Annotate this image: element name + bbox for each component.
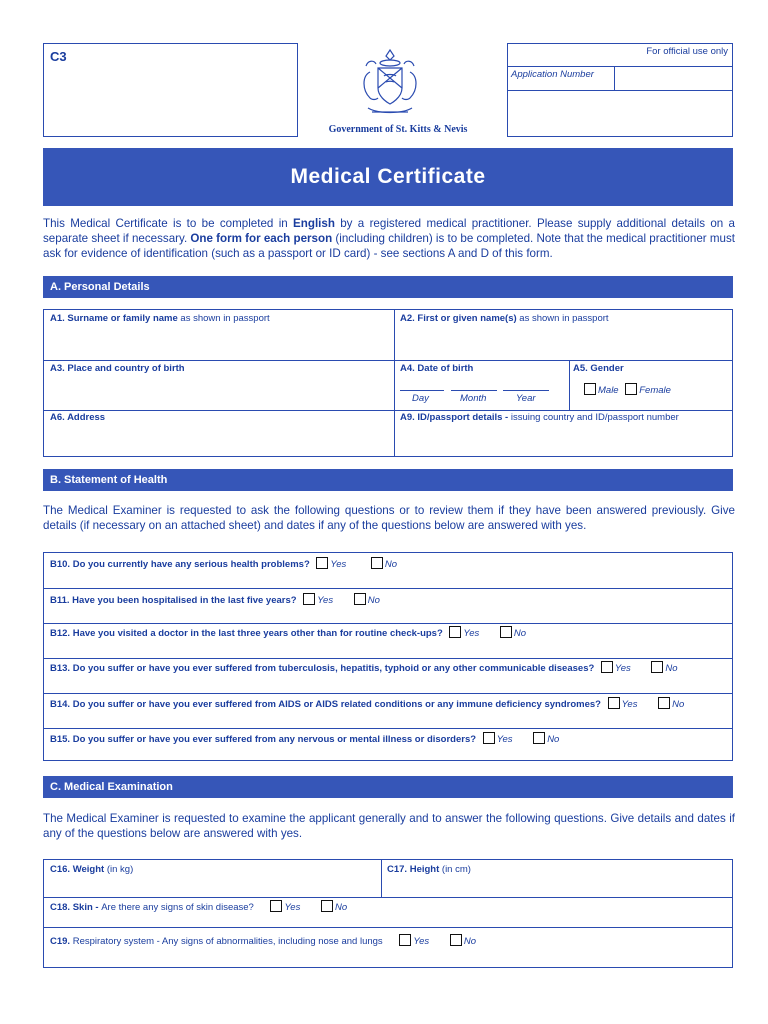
- question-b10: B10. Do you currently have any serious health problems? Yes No: [50, 559, 398, 570]
- b10-yes-checkbox[interactable]: [316, 557, 328, 569]
- dob-month-line[interactable]: [451, 390, 497, 391]
- section-c-heading: C. Medical Examination: [43, 776, 733, 798]
- a4-label: A4. Date of birth: [400, 363, 474, 374]
- a5-label: A5. Gender: [573, 363, 624, 374]
- examination-box: [43, 859, 733, 968]
- a6-label: A6. Address: [50, 412, 106, 423]
- b14-no-checkbox[interactable]: [658, 697, 670, 709]
- b10-no-checkbox[interactable]: [371, 557, 383, 569]
- c19-yes-checkbox[interactable]: [399, 934, 411, 946]
- b11-yes-checkbox[interactable]: [303, 593, 315, 605]
- c17-label: C17. Height (in cm): [387, 864, 471, 875]
- question-b15: B15. Do you suffer or have you ever suffered from any nervous or mental illness or disorders? Yes No: [50, 734, 560, 745]
- dob-year-line[interactable]: [503, 390, 549, 391]
- coat-of-arms-icon: [354, 46, 426, 122]
- b13-yes-checkbox[interactable]: [601, 661, 613, 673]
- a1-label: A1. Surname or family name as shown in passport: [50, 313, 270, 324]
- b13-no-checkbox[interactable]: [651, 661, 663, 673]
- question-b13: B13. Do you suffer or have you ever suffered from tuberculosis, hepatitis, typhoid or any other communicable diseases? Yes No: [50, 663, 678, 674]
- b12-yes-checkbox[interactable]: [449, 626, 461, 638]
- female-checkbox[interactable]: [625, 383, 637, 395]
- year-label: Year: [516, 393, 536, 404]
- form-code-box: [43, 43, 298, 137]
- health-questions-box: [43, 552, 733, 761]
- page-title: Medical Certificate: [290, 165, 486, 188]
- month-label: Month: [460, 393, 487, 404]
- dob-day-line[interactable]: [400, 390, 444, 391]
- c16-label: C16. Weight (in kg): [50, 864, 134, 875]
- gender-options: Male Female: [580, 383, 671, 396]
- b12-no-checkbox[interactable]: [500, 626, 512, 638]
- a9-label: A9. ID/passport details - issuing country and ID/passport number: [400, 412, 679, 423]
- b15-yes-checkbox[interactable]: [483, 732, 495, 744]
- government-name: Government of St. Kitts & Nevis: [328, 124, 468, 135]
- application-number-label: Application Number: [511, 69, 594, 80]
- c19-no-checkbox[interactable]: [450, 934, 462, 946]
- title-bar: [43, 148, 733, 206]
- question-b11: B11. Have you been hospitalised in the last five years? Yes No: [50, 595, 380, 606]
- a3-label: A3. Place and country of birth: [50, 363, 185, 374]
- c18-no-checkbox[interactable]: [321, 900, 333, 912]
- official-use-box: [507, 43, 733, 137]
- section-b-heading: B. Statement of Health: [43, 469, 733, 491]
- application-number-field[interactable]: [615, 67, 733, 89]
- section-a-heading: A. Personal Details: [43, 276, 733, 298]
- b14-yes-checkbox[interactable]: [608, 697, 620, 709]
- a2-label: A2. First or given name(s) as shown in passport: [400, 313, 609, 324]
- day-label: Day: [412, 393, 429, 404]
- b11-no-checkbox[interactable]: [354, 593, 366, 605]
- official-use-label: For official use only: [646, 46, 728, 57]
- c19-label: C19. Respiratory system - Any signs of abnormalities, including nose and lungs Yes No: [50, 936, 476, 947]
- b15-no-checkbox[interactable]: [533, 732, 545, 744]
- intro-paragraph: This Medical Certificate is to be completed in English by a registered medical practitioner. Please supply additional details on a separate sheet if necessary. One form for each person (including children) is to be completed. Note that the medical practitioner must ask for evidence of identification (such as a passport or ID card) - see sections A and D of this form.: [43, 217, 735, 260]
- form-code: C3: [50, 49, 67, 64]
- section-c-intro: The Medical Examiner is requested to examine the applicant generally and to answer the following questions. Give details and dates if any of the questions below are answered with yes.: [43, 812, 735, 840]
- question-b14: B14. Do you suffer or have you ever suffered from AIDS or AIDS related conditions or any immune deficiency syndromes? Yes No: [50, 699, 685, 710]
- c18-label: C18. Skin - Are there any signs of skin disease? Yes No: [50, 902, 348, 913]
- section-b-intro: The Medical Examiner is requested to ask the following questions or to review them if they have been answered previously. Give details (if necessary on an attached sheet) and dates if any of the questions below are answered with yes.: [43, 504, 735, 532]
- question-b12: B12. Have you visited a doctor in the last three years other than for routine check-ups? Yes No: [50, 628, 527, 639]
- male-checkbox[interactable]: [584, 383, 596, 395]
- c18-yes-checkbox[interactable]: [270, 900, 282, 912]
